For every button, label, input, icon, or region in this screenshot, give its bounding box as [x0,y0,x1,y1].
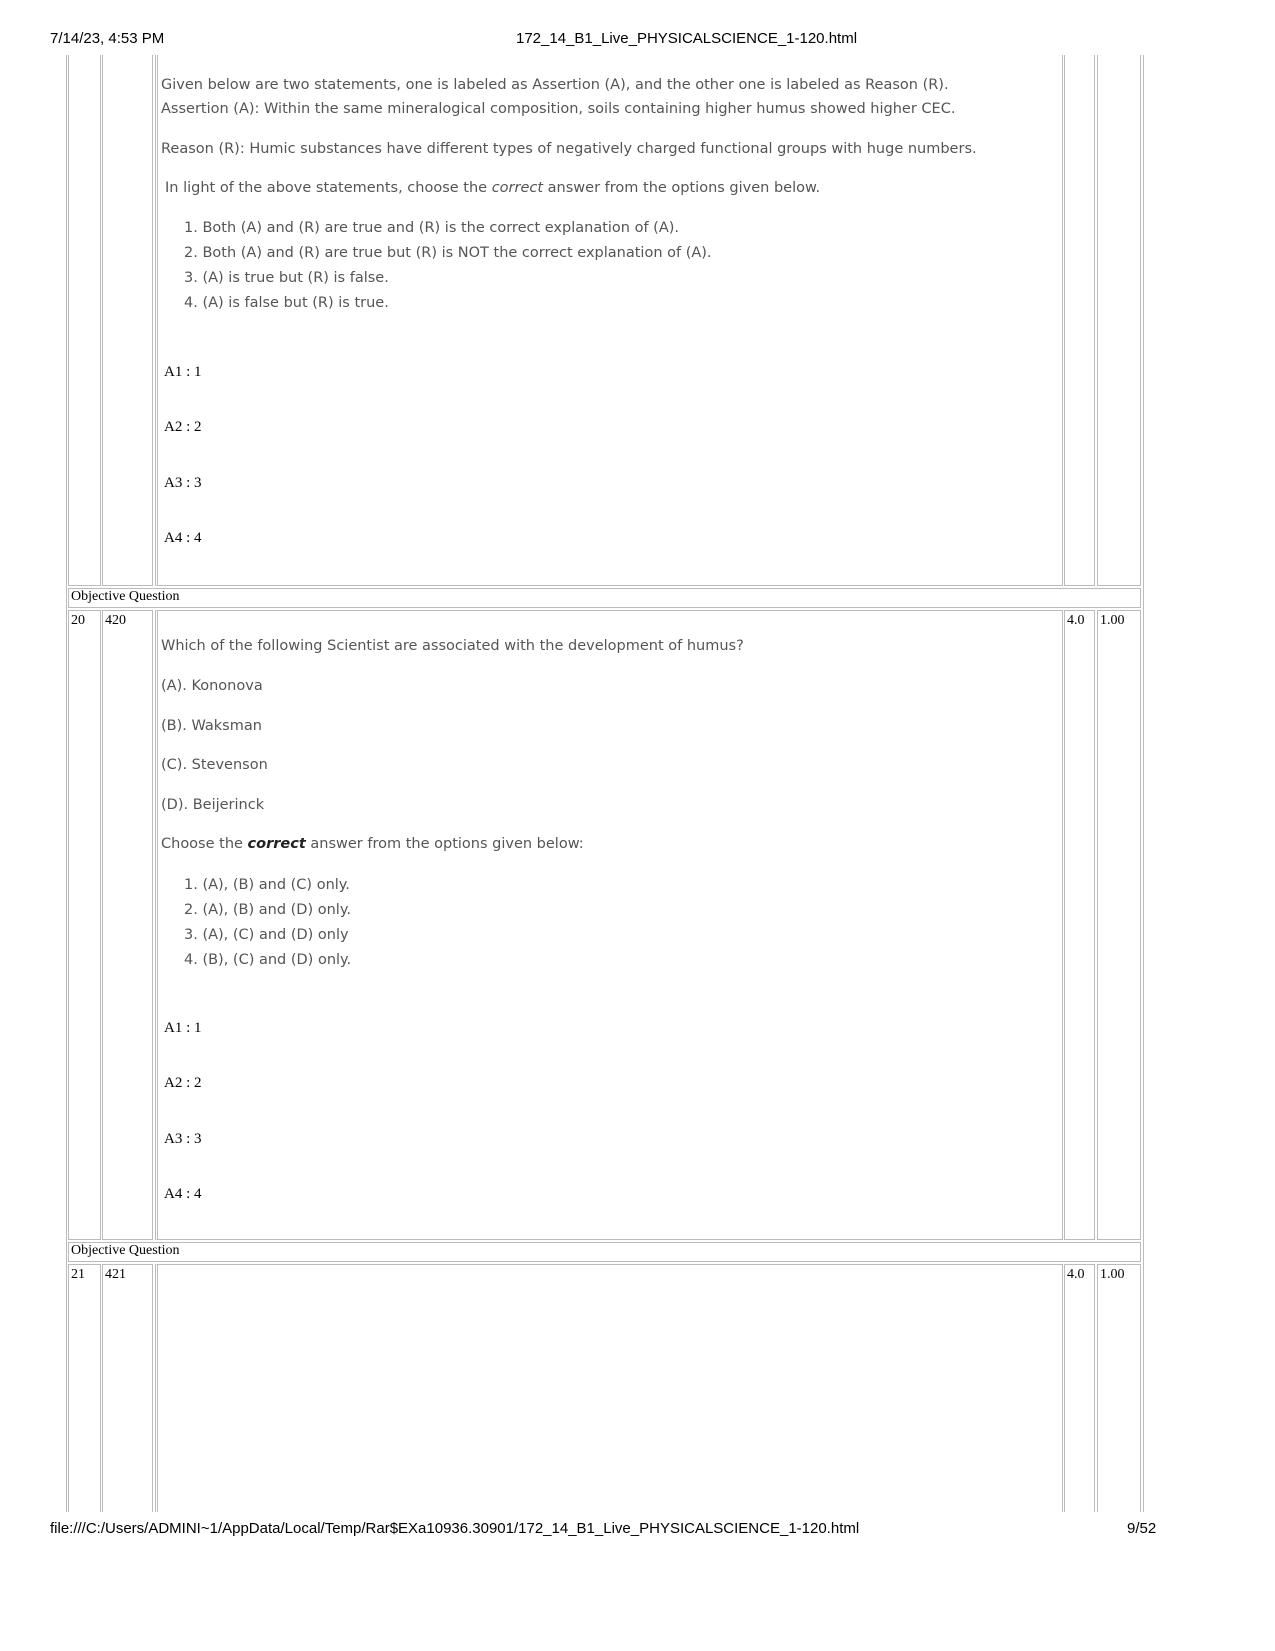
q20-options [184,873,351,973]
answer-option: A4 : 4 [164,1186,202,1202]
question-cell [155,55,1063,586]
question-cell [155,1264,1063,1524]
q20-item: (D). Beijerinck [161,797,265,813]
answer-option: A4 : 4 [164,530,202,546]
page-number: 9/52 [1127,1520,1157,1537]
document-title: 172_14_B1_Live_PHYSICALSCIENCE_1-120.html [516,30,858,47]
id-cell [102,55,153,586]
marks-cell [1064,55,1095,586]
section-label: Objective Question [68,588,1141,608]
print-datetime: 7/14/23, 4:53 PM [50,30,165,47]
q19-options [184,216,712,316]
q20-item: (C). Stevenson [161,757,268,773]
option: 4. (B), (C) and (D) only. [184,952,352,968]
marks-cell: 4.0 [1064,610,1095,1240]
q19-intro: Given below are two statements, one is labeled as Assertion (A), and the other one is labeled as Reason (R). [161,77,949,93]
option: 3. (A) is true but (R) is false. [184,270,389,286]
q19-assertion: Assertion (A): Within the same mineralogical composition, soils containing higher humus showed higher CEC. [161,101,956,117]
answer-option: A1 : 1 [164,1020,202,1036]
option: 1. Both (A) and (R) are true and (R) is the correct explanation of (A). [184,220,680,236]
answer-option: A3 : 3 [164,475,202,491]
negative-marks-cell: 1.00 [1097,1264,1141,1524]
q19-instruction: In light of the above statements, choose the correct answer from the options given below. [165,180,821,196]
q20-instruction: Choose the correct answer from the options given below: [161,836,584,852]
question-cell [155,610,1063,1240]
option: 2. Both (A) and (R) are true but (R) is NOT the correct explanation of (A). [184,245,712,261]
option: 4. (A) is false but (R) is true. [184,295,389,311]
section-label: Objective Question [68,1242,1141,1262]
option: 2. (A), (B) and (D) only. [184,902,351,918]
file-path: file:///C:/Users/ADMINI~1/AppData/Local/Temp/Rar$EXa10936.30901/172_14_B1_Live_PHYSICALSCIENCE_1-120.html [50,1520,860,1537]
q20-item: (B). Waksman [161,718,262,734]
q20-question: Which of the following Scientist are associated with the development of humus? [161,638,744,654]
sno-cell [68,55,101,586]
id-cell: 420 [102,610,153,1240]
option: 3. (A), (C) and (D) only [184,927,349,943]
q20-item: (A). Kononova [161,678,263,694]
answer-option: A1 : 1 [164,364,202,380]
answer-option: A2 : 2 [164,1075,202,1091]
q19-reason: Reason (R): Humic substances have different types of negatively charged functional groups with huge numbers. [161,141,977,157]
option: 1. (A), (B) and (C) only. [184,877,350,893]
id-cell: 421 [102,1264,153,1524]
marks-cell: 4.0 [1064,1264,1095,1524]
answer-option: A2 : 2 [164,419,202,435]
negative-marks-cell [1097,55,1141,586]
negative-marks-cell: 1.00 [1097,610,1141,1240]
answer-option: A3 : 3 [164,1131,202,1147]
sno-cell: 21 [68,1264,101,1524]
sno-cell: 20 [68,610,101,1240]
